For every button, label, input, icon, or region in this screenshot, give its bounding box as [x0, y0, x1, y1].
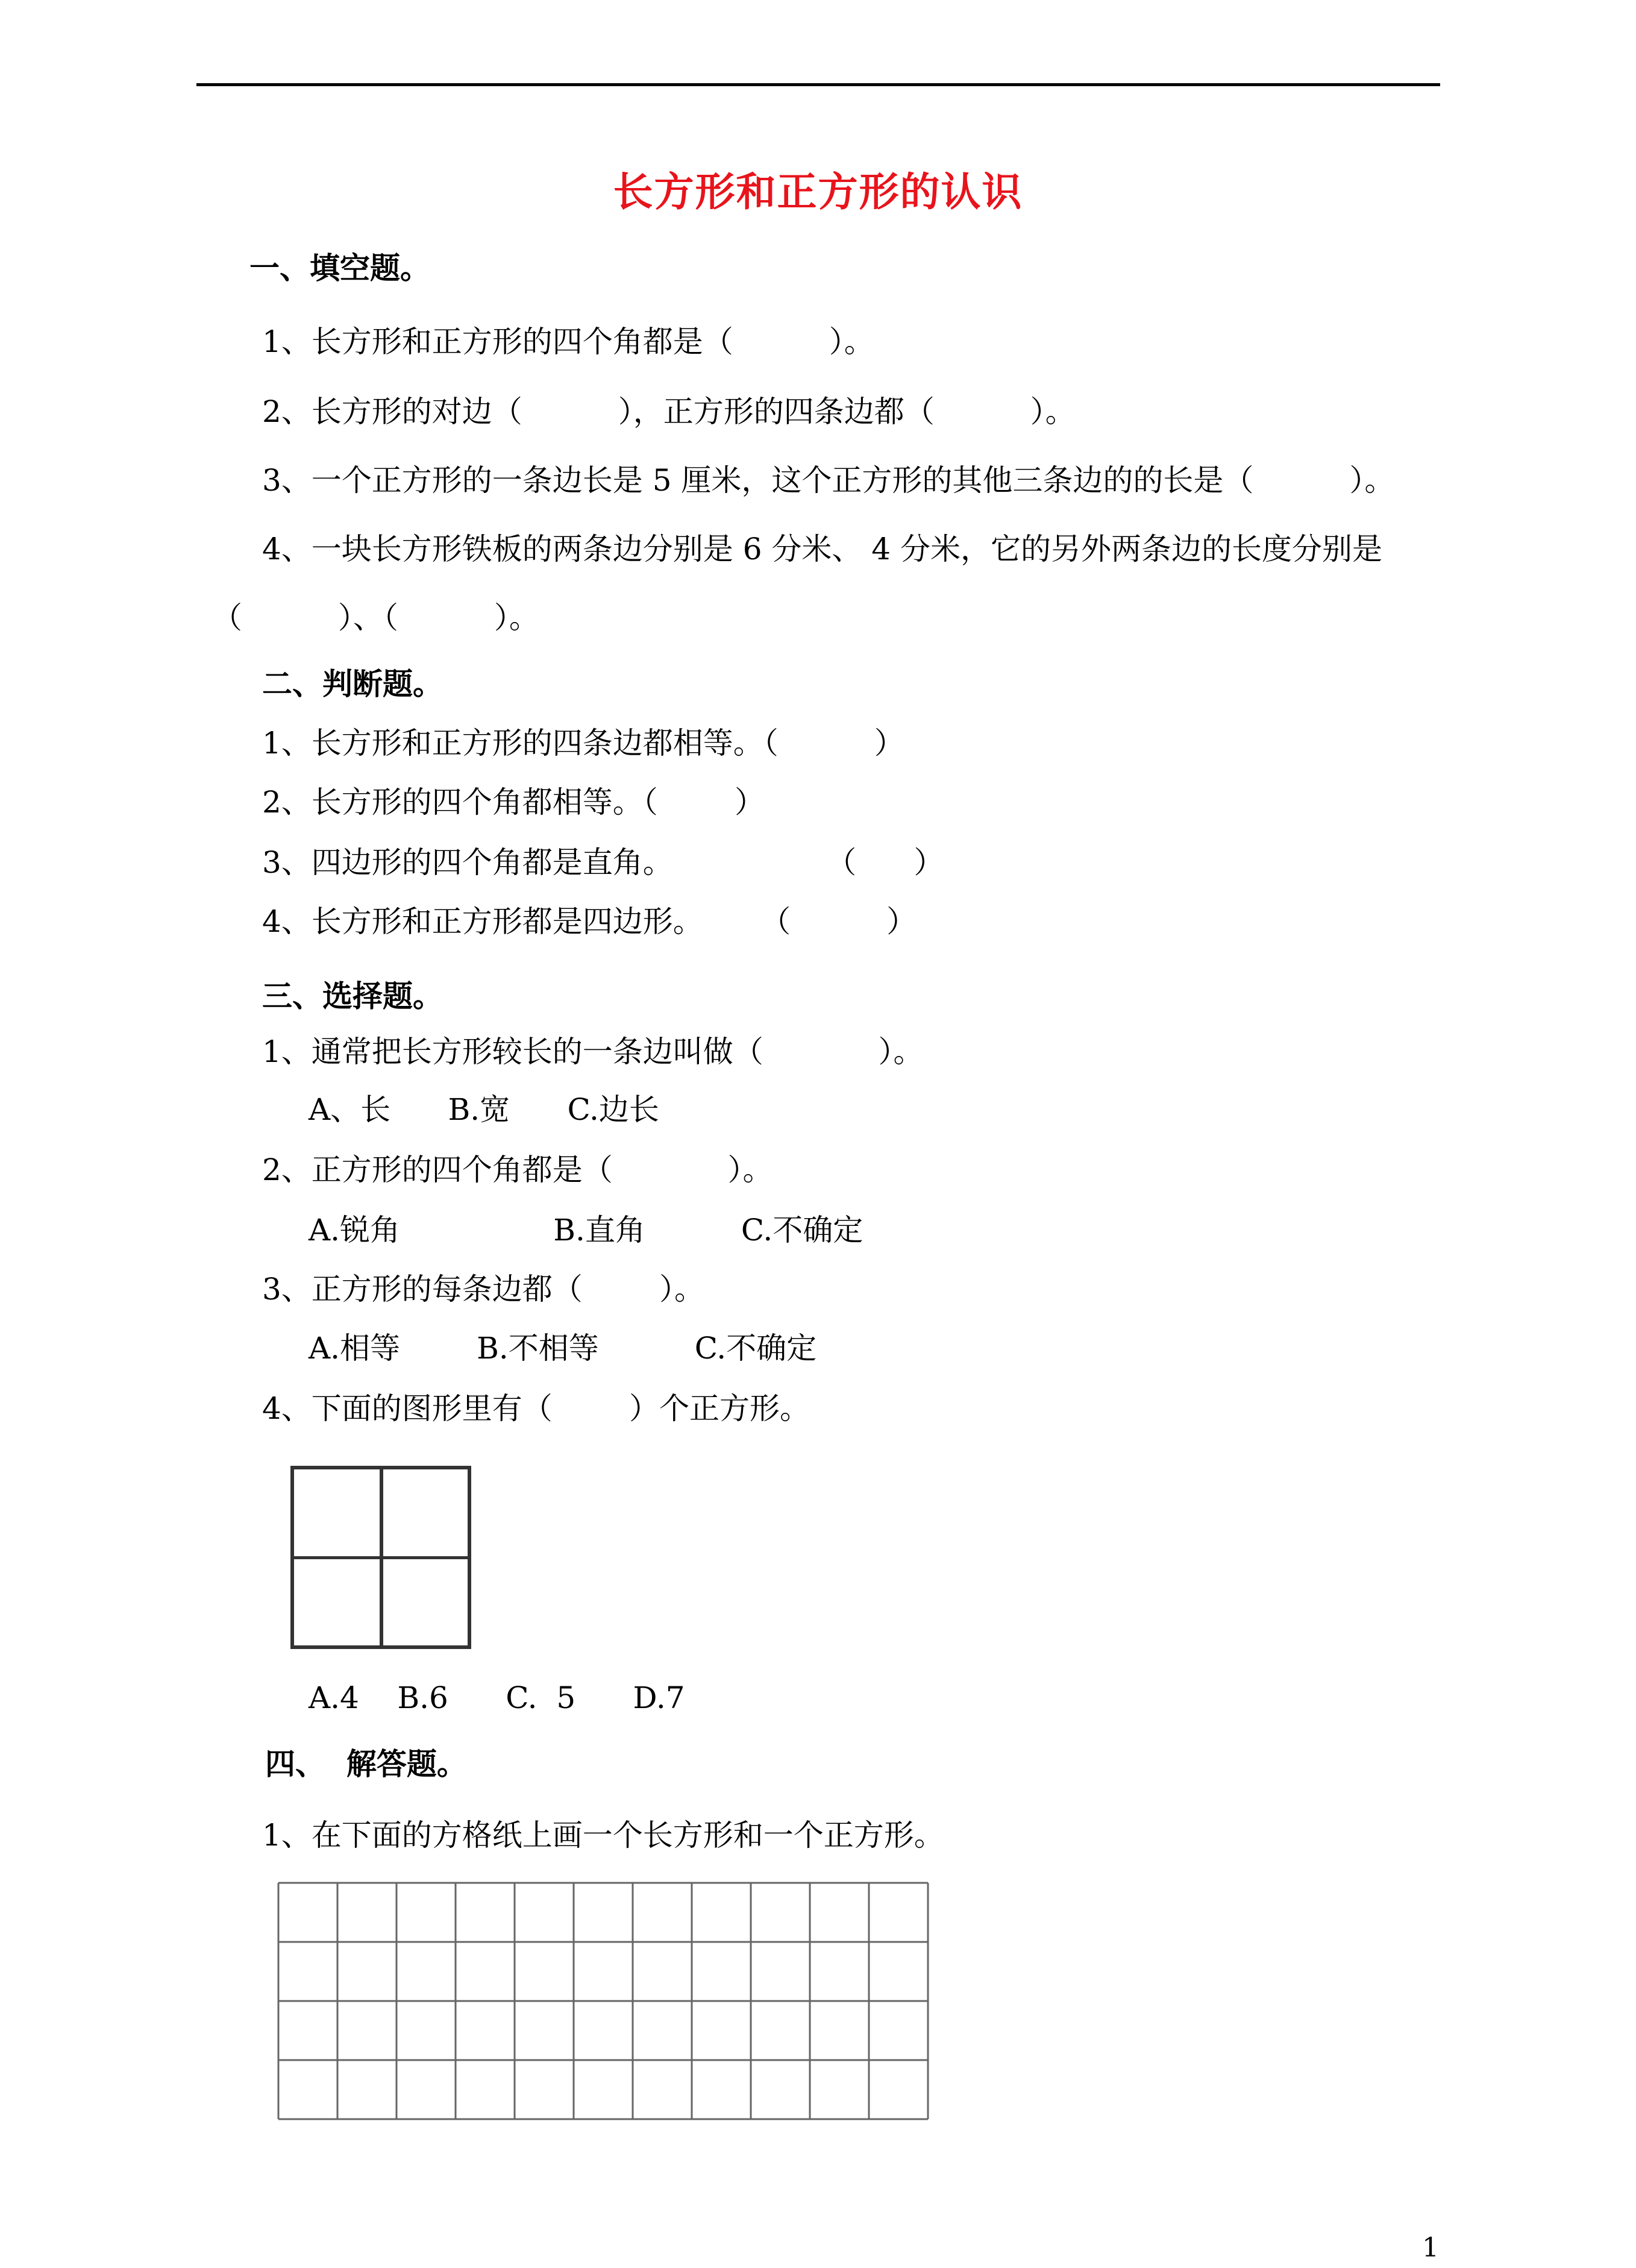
s2-question-4: 4、长方形和正方形都是四边形。 （ ）: [262, 904, 917, 939]
square-figure-horizontal-line: [294, 1556, 468, 1559]
s1-question-4-line-1: 4、一块长方形铁板的两条边分别是 6 分米、 4 分米，它的另外两条边的长度分别是: [262, 532, 1383, 567]
graph-paper-grid: [277, 1882, 929, 2124]
s2-question-1: 1、长方形和正方形的四条边都相等。（ ）: [262, 726, 904, 761]
s3-question-2: 2、正方形的四个角都是（ ）。: [262, 1152, 773, 1187]
section-4-heading: 四、 解答题。: [265, 1746, 467, 1782]
s4-question-1: 1、在下面的方格纸上画一个长方形和一个正方形。: [262, 1818, 944, 1853]
section-1-heading: 一、填空题。: [249, 250, 430, 286]
s1-question-2: 2、长方形的对边（ ），正方形的四条边都（ ）。: [262, 394, 1076, 429]
s3-question-2-options: A.锐角 B.直角 C.不确定: [309, 1213, 863, 1248]
document-title: 长方形和正方形的认识: [613, 168, 1023, 215]
s3-question-3-options: A.相等 B.不相等 C.不确定: [309, 1331, 817, 1366]
section-2-heading: 二、判断题。: [262, 666, 443, 702]
section-3-heading: 三、选择题。: [262, 978, 443, 1014]
s3-question-4-options: A.4 B.6 C. 5 D.7: [309, 1680, 685, 1715]
header-rule: [196, 83, 1440, 86]
square-figure: [290, 1466, 471, 1649]
s1-question-1: 1、长方形和正方形的四个角都是（ ）。: [262, 324, 874, 359]
s1-question-3: 3、一个正方形的一条边长是 5 厘米，这个正方形的其他三条边的的长是（ ）。: [262, 463, 1395, 498]
s3-question-1: 1、通常把长方形较长的一条边叫做（ ）。: [262, 1034, 924, 1069]
s2-question-2: 2、长方形的四个角都相等。（ ）: [262, 785, 765, 820]
s2-question-3: 3、四边形的四个角都是直角。 （ ）: [262, 845, 944, 880]
s3-question-3: 3、正方形的每条边都（ ）。: [262, 1272, 704, 1307]
page-number: 1: [1422, 2232, 1439, 2263]
s3-question-4: 4、下面的图形里有（ ）个正方形。: [262, 1391, 810, 1426]
s3-question-1-options: A、长 B.宽 C.边长: [309, 1092, 659, 1127]
s1-question-4-line-2: （ ）、（ ）。: [212, 600, 539, 635]
